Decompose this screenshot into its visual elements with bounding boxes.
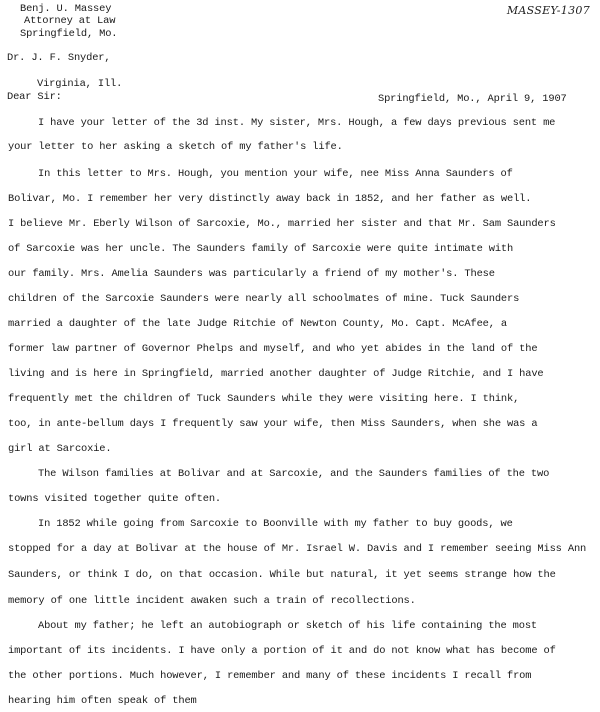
archive-annotation: MASSEY-1307 <box>506 4 590 17</box>
body-line: The Wilson families at Bolivar and at Sarcoxie, and the Saunders families of the two <box>38 468 550 480</box>
body-line: children of the Sarcoxie Saunders were nearly all schoolmates of mine. Tuck Saunders <box>8 293 520 305</box>
body-line: memory of one little incident awaken such a train of recollections. <box>8 595 416 607</box>
body-line: our family. Mrs. Amelia Saunders was particularly a friend of my mother's. These <box>8 268 495 280</box>
salutation: Dear Sir: <box>7 91 62 103</box>
body-line: hearing him often speak of them <box>8 695 197 707</box>
body-line: of Sarcoxie was her uncle. The Saunders family of Sarcoxie were quite intimate with <box>8 243 514 255</box>
body-line: I believe Mr. Eberly Wilson of Sarcoxie, Mo., married her sister and that Mr. Sam Saunders <box>8 218 556 230</box>
body-line: living and is here in Springfield, married another daughter of Judge Ritchie, and I have <box>8 368 544 380</box>
body-line: Saunders, or think I do, on that occasion. While but natural, it yet seems strange how the <box>8 569 556 581</box>
body-line: your letter to her asking a sketch of my father's life. <box>8 141 343 153</box>
recipient-place: Virginia, Ill. <box>37 78 123 90</box>
date-line: Springfield, Mo., April 9, 1907 <box>378 93 567 105</box>
sender-title: Attorney at Law <box>24 15 116 27</box>
body-line: In this letter to Mrs. Hough, you mention your wife, nee Miss Anna Saunders of <box>38 168 513 180</box>
body-line: too, in ante-bellum days I frequently saw your wife, then Miss Saunders, when she was a <box>8 418 538 430</box>
sender-name: Benj. U. Massey <box>20 3 112 15</box>
body-line: stopped for a day at Bolivar at the house of Mr. Israel W. Davis and I remember seeing Miss Ann <box>8 543 587 555</box>
sender-place: Springfield, Mo. <box>20 28 118 40</box>
body-line: former law partner of Governor Phelps and myself, and who yet abides in the land of the <box>8 343 538 355</box>
body-line: important of its incidents. I have only a portion of it and do not know what has become of <box>8 645 556 657</box>
body-line: towns visited together quite often. <box>8 493 221 505</box>
body-line: I have your letter of the 3d inst. My sister, Mrs. Hough, a few days previous sent me <box>38 117 556 129</box>
body-line: In 1852 while going from Sarcoxie to Boonville with my father to buy goods, we <box>38 518 513 530</box>
body-line: girl at Sarcoxie. <box>8 443 112 455</box>
recipient-name: Dr. J. F. Snyder, <box>7 52 111 64</box>
body-line: Bolivar, Mo. I remember her very distinctly away back in 1852, and her father as well. <box>8 193 532 205</box>
body-line: frequently met the children of Tuck Saunders while they were visiting here. I think, <box>8 393 520 405</box>
body-line: married a daughter of the late Judge Ritchie of Newton County, Mo. Capt. McAfee, a <box>8 318 508 330</box>
body-line: the other portions. Much however, I remember and many of these incidents I recall from <box>8 670 532 682</box>
body-line: About my father; he left an autobiograph or sketch of his life containing the most <box>38 620 538 632</box>
